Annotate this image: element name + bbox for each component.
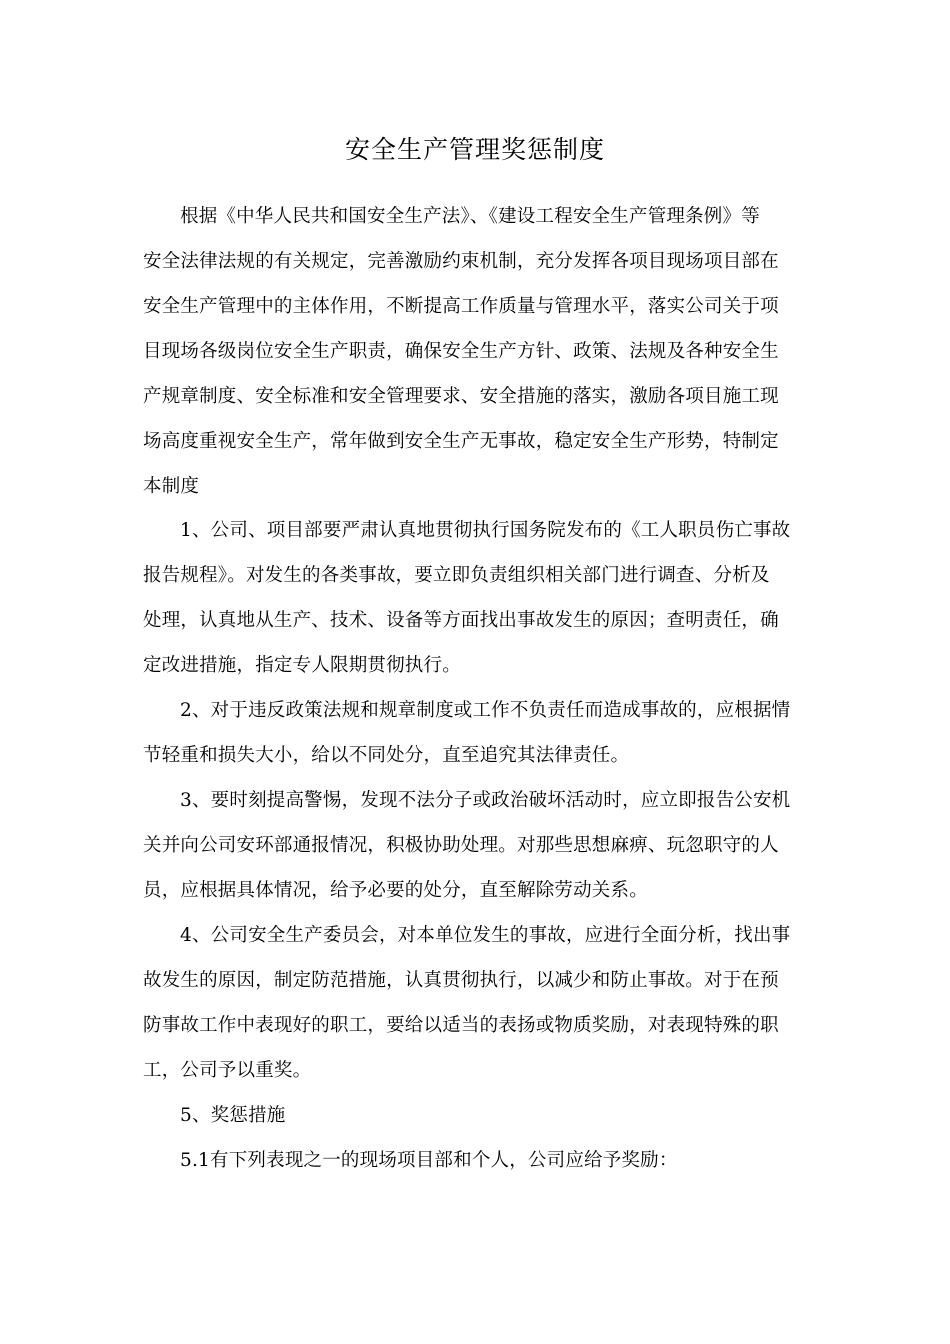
text-line: 根据《中华人民共和国安全生产法》、《建设工程安全生产管理条例》等	[180, 206, 760, 227]
text-line: 定改进措施，指定专人限期贯彻执行。	[143, 655, 461, 676]
text-line: 安全法律法规的有关规定，完善激励约束机制，充分发挥各项目现场项目部在	[143, 251, 779, 272]
text-line: 报告规程》。对发生的各类事故，要立即负责组织相关部门进行调查、分析及	[143, 565, 770, 586]
text-line: 防事故工作中表现好的职工，要给以适当的表扬或物质奖励，对表现特殊的职	[143, 1015, 779, 1036]
text-line: 工，公司予以重奖。	[143, 1060, 312, 1081]
text-line: 4、公司安全生产委员会，对本单位发生的事故，应进行全面分析，找出事	[180, 925, 791, 946]
text-line: 3、要时刻提高警惕，发现不法分子或政治破坏活动时，应立即报告公安机	[180, 790, 791, 811]
text-line: 目现场各级岗位安全生产职责，确保安全生产方针、政策、法规及各种安全生	[143, 341, 779, 362]
text-line: 5.1有下列表现之一的现场项目部和个人，公司应给予奖励：	[180, 1150, 678, 1171]
text-line: 本制度	[143, 476, 200, 497]
text-line: 场高度重视安全生产，常年做到安全生产无事故，稳定安全生产形势，特制定	[143, 431, 779, 452]
text-line: 故发生的原因，制定防范措施，认真贯彻执行，以减少和防止事故。对于在预	[143, 970, 779, 991]
text-line: 处理，认真地从生产、技术、设备等方面找出事故发生的原因；查明责任，确	[143, 610, 779, 631]
text-line: 安全生产管理中的主体作用，不断提高工作质量与管理水平，落实公司关于项	[143, 296, 779, 317]
text-line: 产规章制度、安全标准和安全管理要求、安全措施的落实，激励各项目施工现	[143, 386, 779, 407]
text-line: 2、对于违反政策法规和规章制度或工作不负责任而造成事故的，应根据情	[180, 700, 791, 721]
text-line: 员，应根据具体情况，给予必要的处分，直至解除劳动关系。	[143, 880, 648, 901]
text-line: 关并向公司安环部通报情况，积极协助处理。对那些思想麻痹、玩忽职守的人	[143, 835, 779, 856]
section-heading: 5、奖惩措施	[180, 1105, 286, 1126]
text-line: 节轻重和损失大小，给以不同处分，直至追究其法律责任。	[143, 745, 630, 766]
document-title: 安全生产管理奖惩制度	[344, 135, 605, 164]
text-line: 1、公司、项目部要严肃认真地贯彻执行国务院发布的《工人职员伤亡事故	[180, 520, 791, 541]
